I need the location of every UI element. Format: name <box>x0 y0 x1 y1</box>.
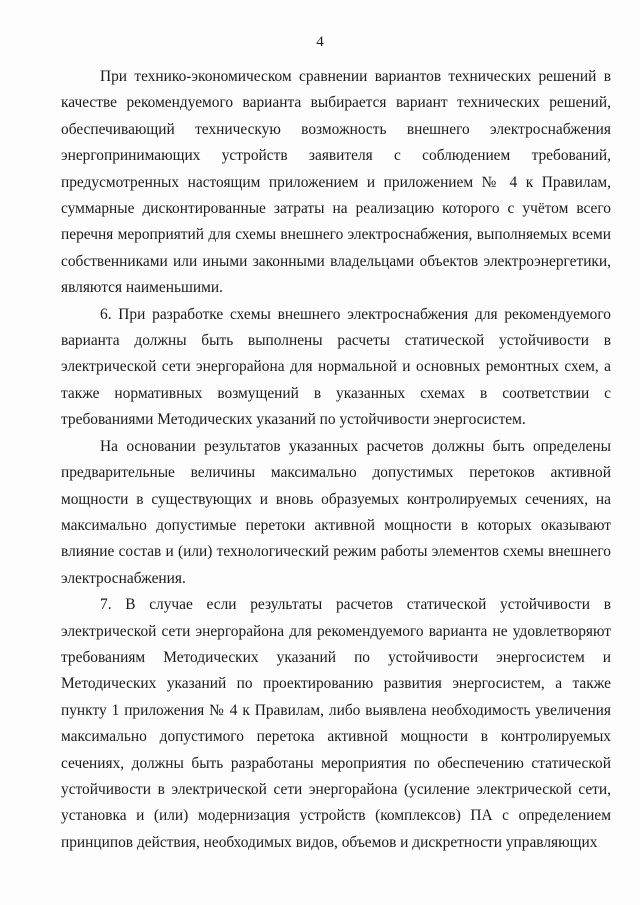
document-body <box>61 64 611 856</box>
paragraph: На основании результатов указанных расчетов должны быть определены предварительные величины максимально допустимых перетоков активной мощности в существующих и вновь образуемых контролируемых сечениях, на максимально допустимые перетоки активной мощности в которых оказывают влияние состав и (или) технологический режим работы элементов схемы внешнего электроснабжения. <box>61 437 611 587</box>
paragraph: При технико-экономическом сравнении вариантов технических решений в качестве рекомендуемого варианта выбирается вариант технических решений, обеспечивающий техническую возможность внешнего электроснабжения энергопринимающих устройств заявителя с соблюдением требований, предусмотренных настоящим приложением и приложением № 4 к Правилам, суммарные дисконтированные затраты на реализацию которого с учётом всего перечня мероприятий для схемы внешнего электроснабжения, выполняемых всеми собственниками или иными законными владельцами объектов электроэнергетики, являются наименьшими. <box>61 68 611 297</box>
paragraph: 6. При разработке схемы внешнего электроснабжения для рекомендуемого варианта должны быть выполнены расчеты статической устойчивости в электрической сети энергорайона для нормальной и основных ремонтных схем, а также нормативных возмущений в указанных схемах в соответствии с требованиями Методических указаний по устойчивости энергосистем. <box>61 305 611 429</box>
page-number: 4 <box>316 34 324 50</box>
paragraph: 7. В случае если результаты расчетов статической устойчивости в электрической сети энергорайона для рекомендуемого варианта не удовлетворяют требованиям Методических указаний по устойчивости энергосистем и Методических указаний по проектированию развития энергосистем, а также пункту 1 приложения № 4 к Правилам, либо выявлена необходимость увеличения максимально допустимого перетока активной мощности в контролируемых сечениях, должны быть разработаны мероприятия по обеспечению статической устойчивости в электрической сети энергорайона (усиление электрической сети, установка и (или) модернизация устройств (комплексов) ПА с определением принципов действия, необходимых видов, объемов и дискретности управляющих <box>61 596 611 851</box>
